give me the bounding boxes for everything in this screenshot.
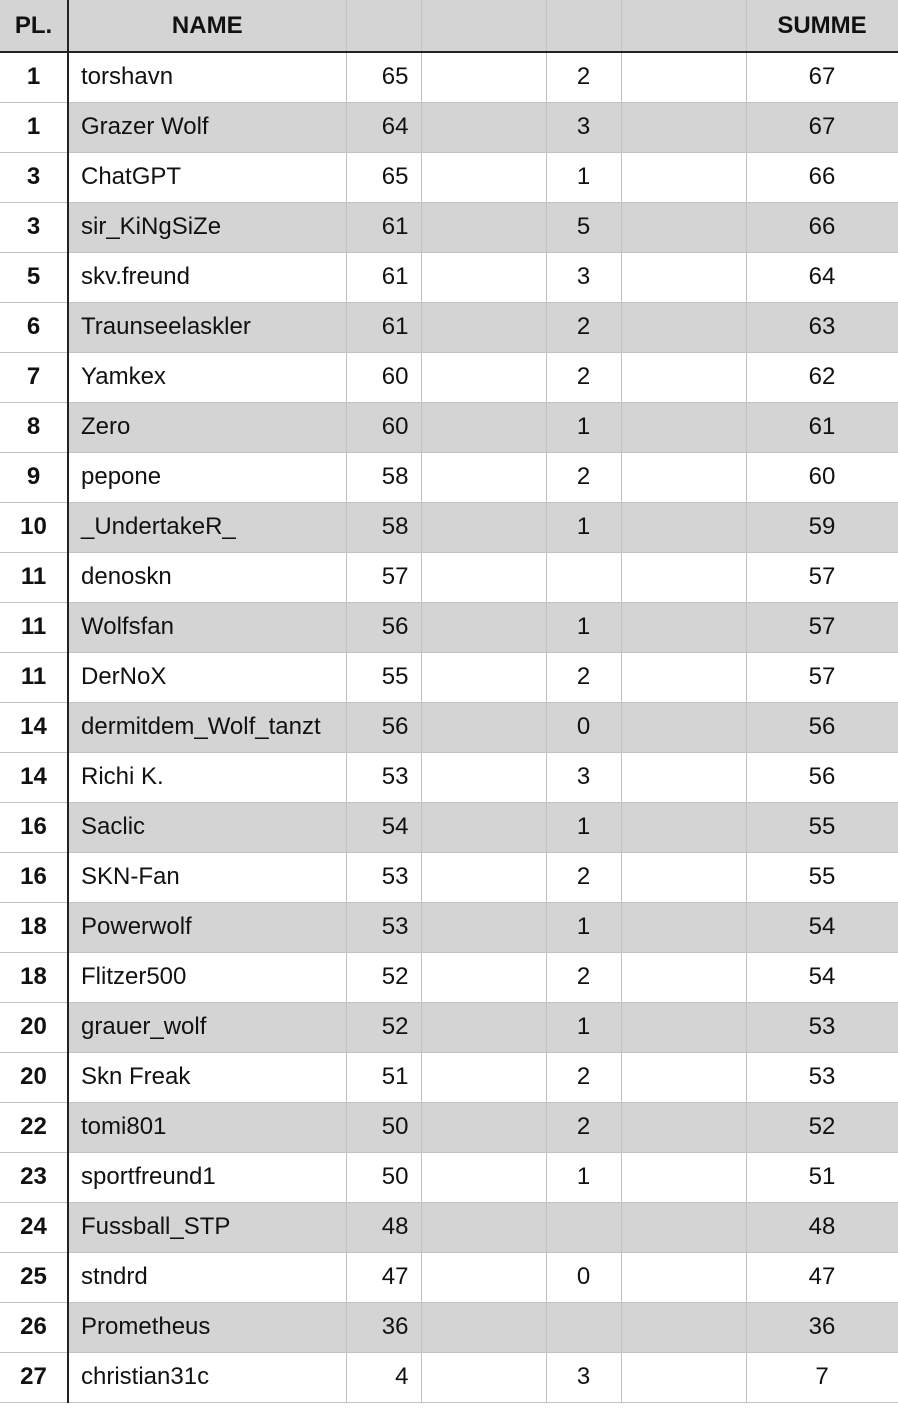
table-row — [0, 1352, 898, 1402]
cell-points-2: 2 — [546, 652, 621, 702]
cell-points-1: 60 — [346, 402, 421, 452]
cell-points-2: 2 — [546, 352, 621, 402]
cell-empty-1 — [421, 752, 546, 802]
cell-empty-2 — [621, 702, 746, 752]
cell-points-2: 1 — [546, 502, 621, 552]
cell-place: 18 — [0, 902, 68, 952]
cell-name: Prometheus — [68, 1302, 346, 1352]
cell-empty-1 — [421, 802, 546, 852]
cell-name: torshavn — [68, 52, 346, 102]
cell-points-1: 65 — [346, 52, 421, 102]
cell-empty-2 — [621, 1252, 746, 1302]
table-row — [0, 702, 898, 752]
table-body — [0, 52, 898, 1402]
cell-sum: 55 — [746, 802, 898, 852]
cell-name: Zero — [68, 402, 346, 452]
cell-name: ChatGPT — [68, 152, 346, 202]
cell-place: 14 — [0, 752, 68, 802]
cell-points-2: 1 — [546, 802, 621, 852]
cell-points-1: 58 — [346, 502, 421, 552]
header-row — [0, 0, 898, 52]
cell-empty-2 — [621, 52, 746, 102]
cell-place: 16 — [0, 802, 68, 852]
table-row — [0, 302, 898, 352]
table-row — [0, 202, 898, 252]
cell-name: Skn Freak — [68, 1052, 346, 1102]
cell-points-1: 53 — [346, 752, 421, 802]
cell-place: 24 — [0, 1202, 68, 1252]
table-row — [0, 952, 898, 1002]
header-sum: SUMME — [746, 0, 898, 52]
cell-place: 8 — [0, 402, 68, 452]
table-row — [0, 902, 898, 952]
cell-name: DerNoX — [68, 652, 346, 702]
cell-points-2: 0 — [546, 702, 621, 752]
cell-points-2: 3 — [546, 252, 621, 302]
table-row — [0, 452, 898, 502]
cell-empty-2 — [621, 1102, 746, 1152]
table-row — [0, 1202, 898, 1252]
cell-empty-2 — [621, 352, 746, 402]
cell-points-1: 54 — [346, 802, 421, 852]
cell-empty-1 — [421, 1102, 546, 1152]
cell-points-1: 51 — [346, 1052, 421, 1102]
cell-sum: 54 — [746, 902, 898, 952]
table-row — [0, 852, 898, 902]
cell-name: stndrd — [68, 1252, 346, 1302]
cell-place: 25 — [0, 1252, 68, 1302]
cell-points-1: 57 — [346, 552, 421, 602]
cell-points-2: 3 — [546, 102, 621, 152]
cell-empty-2 — [621, 102, 746, 152]
cell-sum: 57 — [746, 552, 898, 602]
cell-name: sir_KiNgSiZe — [68, 202, 346, 252]
header-place: PL. — [0, 0, 68, 52]
cell-points-1: 50 — [346, 1102, 421, 1152]
cell-points-1: 61 — [346, 252, 421, 302]
cell-points-1: 56 — [346, 702, 421, 752]
cell-sum: 59 — [746, 502, 898, 552]
cell-empty-1 — [421, 1252, 546, 1302]
cell-empty-1 — [421, 602, 546, 652]
cell-points-2: 2 — [546, 452, 621, 502]
cell-points-1: 61 — [346, 302, 421, 352]
cell-points-1: 61 — [346, 202, 421, 252]
cell-sum: 51 — [746, 1152, 898, 1202]
cell-empty-1 — [421, 402, 546, 452]
cell-place: 1 — [0, 102, 68, 152]
cell-empty-1 — [421, 902, 546, 952]
cell-empty-2 — [621, 402, 746, 452]
cell-name: Richi K. — [68, 752, 346, 802]
cell-sum: 56 — [746, 702, 898, 752]
cell-sum: 60 — [746, 452, 898, 502]
cell-points-2: 2 — [546, 852, 621, 902]
cell-place: 11 — [0, 552, 68, 602]
table-row — [0, 402, 898, 452]
cell-points-1: 4 — [346, 1352, 421, 1402]
cell-empty-2 — [621, 952, 746, 1002]
cell-empty-1 — [421, 352, 546, 402]
cell-empty-1 — [421, 302, 546, 352]
cell-place: 14 — [0, 702, 68, 752]
cell-empty-2 — [621, 1202, 746, 1252]
cell-points-2: 2 — [546, 1102, 621, 1152]
cell-points-2 — [546, 1202, 621, 1252]
header-points-2 — [546, 0, 621, 52]
cell-points-2: 1 — [546, 152, 621, 202]
cell-sum: 53 — [746, 1002, 898, 1052]
cell-sum: 52 — [746, 1102, 898, 1152]
cell-place: 22 — [0, 1102, 68, 1152]
table-row — [0, 1152, 898, 1202]
cell-place: 16 — [0, 852, 68, 902]
cell-name: Wolfsfan — [68, 602, 346, 652]
cell-points-1: 47 — [346, 1252, 421, 1302]
cell-name: skv.freund — [68, 252, 346, 302]
cell-empty-1 — [421, 52, 546, 102]
cell-name: Flitzer500 — [68, 952, 346, 1002]
cell-place: 7 — [0, 352, 68, 402]
cell-name: Grazer Wolf — [68, 102, 346, 152]
cell-sum: 63 — [746, 302, 898, 352]
cell-points-1: 55 — [346, 652, 421, 702]
cell-sum: 36 — [746, 1302, 898, 1352]
cell-sum: 67 — [746, 102, 898, 152]
cell-empty-2 — [621, 902, 746, 952]
cell-empty-2 — [621, 452, 746, 502]
table-row — [0, 102, 898, 152]
cell-empty-2 — [621, 1002, 746, 1052]
cell-empty-1 — [421, 202, 546, 252]
cell-empty-2 — [621, 852, 746, 902]
table-row — [0, 502, 898, 552]
cell-empty-1 — [421, 1052, 546, 1102]
cell-name: grauer_wolf — [68, 1002, 346, 1052]
cell-sum: 66 — [746, 202, 898, 252]
cell-points-2: 2 — [546, 52, 621, 102]
cell-empty-2 — [621, 752, 746, 802]
table-row — [0, 152, 898, 202]
cell-points-2 — [546, 1302, 621, 1352]
cell-place: 10 — [0, 502, 68, 552]
cell-place: 18 — [0, 952, 68, 1002]
cell-points-2: 2 — [546, 302, 621, 352]
cell-sum: 64 — [746, 252, 898, 302]
cell-empty-1 — [421, 1002, 546, 1052]
cell-name: SKN-Fan — [68, 852, 346, 902]
cell-empty-2 — [621, 252, 746, 302]
cell-place: 5 — [0, 252, 68, 302]
cell-points-2: 2 — [546, 1052, 621, 1102]
cell-empty-2 — [621, 1352, 746, 1402]
cell-points-1: 52 — [346, 1002, 421, 1052]
cell-name: Saclic — [68, 802, 346, 852]
cell-empty-1 — [421, 452, 546, 502]
cell-points-2 — [546, 552, 621, 602]
table-row — [0, 752, 898, 802]
cell-empty-2 — [621, 802, 746, 852]
table-row — [0, 1052, 898, 1102]
header-empty-1 — [421, 0, 546, 52]
cell-sum: 57 — [746, 652, 898, 702]
table-row — [0, 352, 898, 402]
cell-points-1: 60 — [346, 352, 421, 402]
cell-empty-1 — [421, 152, 546, 202]
cell-points-1: 65 — [346, 152, 421, 202]
cell-points-1: 48 — [346, 1202, 421, 1252]
cell-points-1: 56 — [346, 602, 421, 652]
cell-points-2: 1 — [546, 1002, 621, 1052]
cell-points-2: 2 — [546, 952, 621, 1002]
cell-place: 23 — [0, 1152, 68, 1202]
cell-sum: 55 — [746, 852, 898, 902]
cell-points-1: 53 — [346, 852, 421, 902]
cell-sum: 48 — [746, 1202, 898, 1252]
cell-sum: 67 — [746, 52, 898, 102]
table-row — [0, 1252, 898, 1302]
cell-points-2: 1 — [546, 1152, 621, 1202]
cell-place: 9 — [0, 452, 68, 502]
cell-points-1: 52 — [346, 952, 421, 1002]
cell-empty-2 — [621, 502, 746, 552]
cell-sum: 61 — [746, 402, 898, 452]
header-name: NAME — [68, 0, 346, 52]
cell-points-1: 58 — [346, 452, 421, 502]
cell-points-2: 0 — [546, 1252, 621, 1302]
cell-sum: 47 — [746, 1252, 898, 1302]
cell-empty-1 — [421, 852, 546, 902]
cell-points-1: 64 — [346, 102, 421, 152]
cell-points-2: 1 — [546, 402, 621, 452]
cell-empty-2 — [621, 1152, 746, 1202]
cell-empty-2 — [621, 1052, 746, 1102]
cell-name: Powerwolf — [68, 902, 346, 952]
cell-sum: 56 — [746, 752, 898, 802]
cell-name: Yamkex — [68, 352, 346, 402]
cell-empty-1 — [421, 102, 546, 152]
cell-name: pepone — [68, 452, 346, 502]
cell-empty-1 — [421, 552, 546, 602]
cell-points-2: 3 — [546, 1352, 621, 1402]
cell-name: tomi801 — [68, 1102, 346, 1152]
cell-sum: 66 — [746, 152, 898, 202]
header-points-1 — [346, 0, 421, 52]
cell-name: Traunseelaskler — [68, 302, 346, 352]
cell-points-1: 53 — [346, 902, 421, 952]
cell-empty-1 — [421, 1352, 546, 1402]
cell-sum: 62 — [746, 352, 898, 402]
cell-points-1: 36 — [346, 1302, 421, 1352]
table-row — [0, 1002, 898, 1052]
cell-points-2: 5 — [546, 202, 621, 252]
cell-place: 11 — [0, 602, 68, 652]
cell-name: sportfreund1 — [68, 1152, 346, 1202]
cell-points-2: 1 — [546, 602, 621, 652]
cell-empty-1 — [421, 252, 546, 302]
cell-empty-2 — [621, 552, 746, 602]
table-header — [0, 0, 898, 52]
table-row — [0, 602, 898, 652]
cell-place: 6 — [0, 302, 68, 352]
cell-place: 20 — [0, 1052, 68, 1102]
cell-empty-2 — [621, 302, 746, 352]
cell-points-2: 3 — [546, 752, 621, 802]
cell-empty-1 — [421, 502, 546, 552]
table-row — [0, 252, 898, 302]
table-row — [0, 1102, 898, 1152]
cell-name: Fussball_STP — [68, 1202, 346, 1252]
cell-name: denoskn — [68, 552, 346, 602]
table-row — [0, 1302, 898, 1352]
cell-place: 3 — [0, 202, 68, 252]
cell-place: 26 — [0, 1302, 68, 1352]
table-row — [0, 52, 898, 102]
table-row — [0, 552, 898, 602]
table-row — [0, 802, 898, 852]
cell-name: dermitdem_Wolf_tanzt — [68, 702, 346, 752]
cell-empty-2 — [621, 652, 746, 702]
cell-empty-1 — [421, 1152, 546, 1202]
cell-place: 11 — [0, 652, 68, 702]
cell-points-2: 1 — [546, 902, 621, 952]
cell-empty-2 — [621, 202, 746, 252]
cell-sum: 57 — [746, 602, 898, 652]
cell-name: christian31c — [68, 1352, 346, 1402]
table-row — [0, 652, 898, 702]
cell-empty-2 — [621, 152, 746, 202]
cell-sum: 54 — [746, 952, 898, 1002]
cell-place: 1 — [0, 52, 68, 102]
cell-empty-2 — [621, 1302, 746, 1352]
cell-empty-1 — [421, 952, 546, 1002]
cell-empty-1 — [421, 652, 546, 702]
cell-place: 20 — [0, 1002, 68, 1052]
cell-name: _UndertakeR_ — [68, 502, 346, 552]
cell-place: 3 — [0, 152, 68, 202]
cell-empty-1 — [421, 1202, 546, 1252]
cell-sum: 7 — [746, 1352, 898, 1402]
cell-empty-1 — [421, 1302, 546, 1352]
cell-empty-1 — [421, 702, 546, 752]
cell-sum: 53 — [746, 1052, 898, 1102]
cell-place: 27 — [0, 1352, 68, 1402]
cell-empty-2 — [621, 602, 746, 652]
header-empty-2 — [621, 0, 746, 52]
cell-points-1: 50 — [346, 1152, 421, 1202]
